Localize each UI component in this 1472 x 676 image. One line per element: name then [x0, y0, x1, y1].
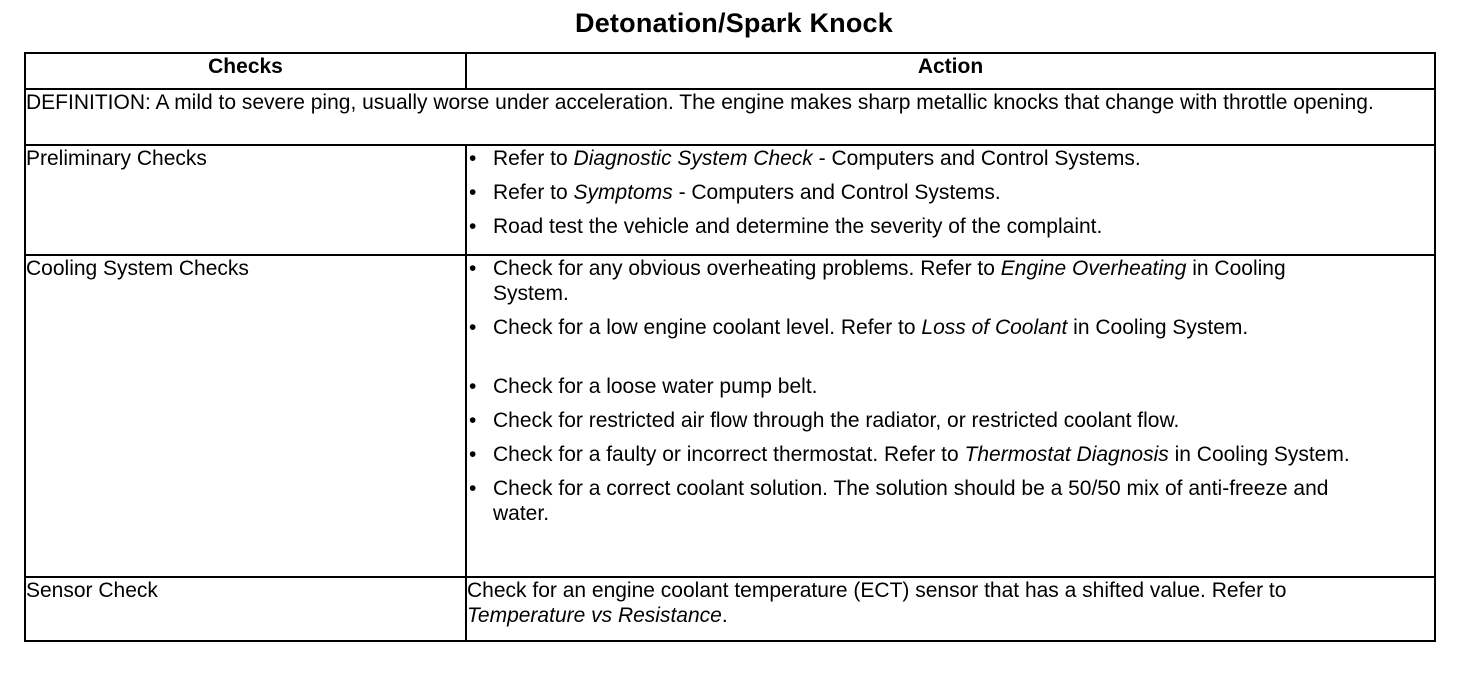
bullet-icon: • [469, 257, 477, 280]
check-label-sensor: Sensor Check [25, 577, 466, 641]
definition-text: DEFINITION: A mild to severe ping, usually worse under acceleration. The engine makes sharp metallic knocks that change with throttle opening. [25, 89, 1435, 145]
bullet-icon: • [469, 443, 477, 466]
action-reference: Symptoms [573, 181, 673, 204]
diagnostic-table [24, 52, 1436, 642]
action-text: in Cooling System. [1168, 443, 1350, 466]
action-cell-preliminary [466, 145, 1435, 255]
bullet-icon: • [469, 477, 477, 500]
list-item [467, 442, 1434, 467]
list-item [467, 180, 1434, 205]
list-item [467, 374, 1434, 399]
list-item [467, 315, 1434, 340]
list-item [467, 146, 1434, 171]
action-reference: Temperature vs Resistance [467, 604, 722, 627]
table-row [25, 255, 1435, 577]
action-cell-cooling [466, 255, 1435, 577]
action-cell-sensor [466, 577, 1435, 641]
bullet-icon: • [469, 215, 477, 238]
action-text: - Computers and Control Systems. [812, 147, 1141, 170]
action-text: Check for a faulty or incorrect thermostat. Refer to [493, 443, 965, 466]
check-label-cooling: Cooling System Checks [25, 255, 466, 577]
action-text: - Computers and Control Systems. [672, 181, 1001, 204]
header-row [25, 53, 1435, 89]
action-list [467, 146, 1434, 239]
bullet-icon: • [469, 147, 477, 170]
action-text: Check for any obvious overheating problems. Refer to [493, 257, 1001, 280]
action-reference: Engine Overheating [1000, 257, 1187, 280]
bullet-icon: • [469, 181, 477, 204]
action-text: . [721, 604, 728, 627]
action-text: in Cooling System. [493, 257, 1286, 305]
table-row [25, 577, 1435, 641]
action-text: in Cooling System. [1067, 316, 1249, 339]
action-text: Check for an engine coolant temperature (ECT) sensor that has a shifted value. Refer to [467, 579, 1287, 602]
list-item [467, 476, 1434, 526]
action-reference: Diagnostic System Check [573, 147, 813, 170]
action-text: Check for restricted air flow through the radiator, or restricted coolant flow. [493, 409, 1180, 432]
table-row [25, 145, 1435, 255]
list-item [467, 408, 1434, 433]
action-text: Road test the vehicle and determine the severity of the complaint. [493, 215, 1103, 238]
action-text: Check for a loose water pump belt. [493, 375, 818, 398]
list-item [467, 256, 1434, 306]
action-text: Check for a low engine coolant level. Refer to [493, 316, 922, 339]
action-reference: Loss of Coolant [921, 316, 1068, 339]
action-list [467, 256, 1434, 526]
action-text: Refer to [493, 147, 574, 170]
action-text: Check for a correct coolant solution. The solution should be a 50/50 mix of anti-freeze and water. [493, 477, 1329, 525]
bullet-icon: • [469, 316, 477, 339]
definition-row [25, 89, 1435, 145]
action-reference: Thermostat Diagnosis [964, 443, 1169, 466]
checks-header: Checks [25, 53, 466, 89]
page-title: Detonation/Spark Knock [575, 8, 893, 38]
check-label-preliminary: Preliminary Checks [25, 145, 466, 255]
bullet-icon: • [469, 409, 477, 432]
bullet-icon: • [469, 375, 477, 398]
action-header: Action [466, 53, 1435, 89]
action-text: Refer to [493, 181, 574, 204]
list-item [467, 214, 1434, 239]
